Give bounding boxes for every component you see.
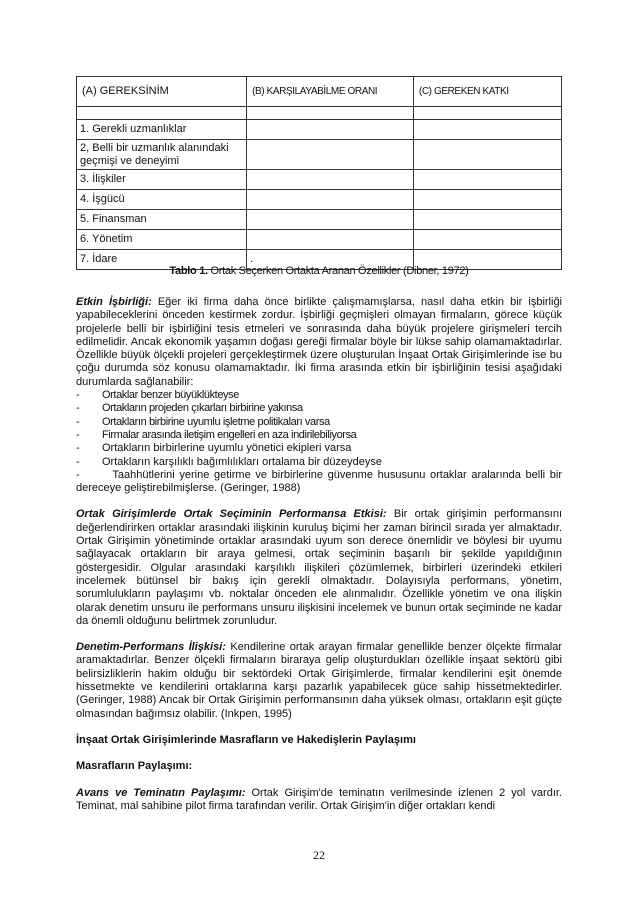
table-cell [413,107,561,120]
table-header-row [77,77,562,107]
bullet-text: Ortakların birbirlerine uyumlu yönetici ekipleri varsa [102,442,352,455]
bullet-dash: - [76,415,80,428]
caption-label: Tablo 1. [169,265,208,277]
table-row [77,107,562,120]
bullet-text: Taahhütlerini yerine getirme ve birbirlerine güvenme hususunu ortaklar aralarında belli bir dereceye geliştirebilmişlerse. (Geringer, 1988) [76,468,562,495]
paragraph-title: Etkin İşbirliği: [76,296,152,308]
table-cell [413,140,561,170]
page-number: 22 [313,848,325,862]
table-cell: 2, Belli bir uzmanlık alanındaki geçmişi ve deneyimi [77,140,247,170]
table-cell [247,210,414,230]
bullet-text: Firmalar arasında iletişim engelleri en aza indirilebiliyorsa [102,428,357,441]
bullet-text: Ortaklar benzer büyüklükteyse [102,389,239,402]
bullet-item [76,429,562,442]
bullet-item [76,402,562,415]
table-row [77,230,562,250]
paragraph-text: Bir ortak girişimin performansını değerlendirirken ortaklar arasındaki ilişkinin kuruluş biçimi her zaman birincil sırada yer almaktadır. Ortak Girişimin yönetiminde ortaklar arasındaki uyum son derece önemlidir ve böylesi bir uyumu sağlayacak ortakların bir araya gelmesi, ortak seçiminin başarılı bir şekilde yapıldığının göstergesidir. Olgular arasındaki karşılıklı ilişkileri çözümlemek, birbirleri üzerindeki etkileri incelemek bütünsel bir bakış için gerekli olmaktadır. Dolayısıyla performans, yönetim, sorumlulukların paylaşımı vb. noktalar önceden ele alınmalıdır. Özellikle yönetim ve ona ilişkin olarak denetim unsuru ile performans unsuru ilişkisini incelemek ve bunun ortak seçiminde ne kadar da önemli olduğunu belirtmek zorunludur. [76,508,562,627]
table-cell [413,190,561,210]
section-heading: İnşaat Ortak Girişimlerinde Masrafların ve Hakedişlerin Paylaşımı [76,733,416,746]
table-row [77,140,562,170]
paragraph-text: Ortak Girişim'de teminatın verilmesinde izlenen 2 yol vardır. Teminat, mal sahibine pilot firma tarafından verilir. Ortak Girişim'in diğer ortakları kendi [76,786,562,812]
paragraph-denetim-performans [76,641,562,721]
paragraph-text: Kendilerine ortak arayan firmalar genellikle benzer ölçekte firmalar aramaktadırlar. Benzer ölçekli firmaların biraraya gelip oluşturdukları özellikle inşaat sektörü gibi belirsizliklerin hakim olduğu bir sektördeki Ortak Girişimlerde, firmalar kendilerini eşit önemde hissetmekte ve kendilerini ortaklarına karşı pazarlık yapabilecek güce sahip hissetmektedirler. (Geringer, 1988) Ancak bir Ortak Girişimin performansının daha yüksek olması, ortakların eşit güçte olmasından bağımsız olabilir. (Inkpen, 1995) [76,641,562,720]
table-row [77,210,562,230]
bullet-dash: - [76,468,80,481]
table-cell: 6. Yönetim [77,230,247,250]
table-cell [247,170,414,190]
paragraph-etkin-isbirligi [76,296,562,389]
bullet-dash: - [76,428,80,441]
bullet-item [76,456,562,469]
table-cell: 7. İdare [77,250,247,270]
table-row [77,170,562,190]
header-coverage-ratio: (B) KARŞILAYABİLME ORANI [247,77,414,107]
table-cell [413,170,561,190]
bullet-text: Ortakların birbirine uyumlu işletme politikaları varsa [102,415,330,428]
table-row [77,120,562,140]
bullet-item-last [76,469,562,496]
table-cell: 5. Finansman [77,210,247,230]
table-cell [247,140,414,170]
bullet-dash: - [76,455,80,468]
table-cell: 4. İşgücü [77,190,247,210]
header-required-contribution: (C) GEREKEN KATKI [413,77,561,107]
table-cell [247,107,414,120]
bullet-item [76,416,562,429]
bullet-text: Ortakların projeden çıkarları birbirine yakınsa [102,402,303,415]
paragraph-avans-teminat [76,787,562,814]
table-cell [413,120,561,140]
table-cell [413,210,561,230]
table-cell [247,230,414,250]
table-cell [77,107,247,120]
paragraph-text: Eğer iki firma daha önce birlikte çalışmamışlarsa, nasıl daha etkin bir işbirliği yapabileceklerini önceden kestirmek zordur. İşbirliği geçmişleri olmayan firmaların, görece küçük projelerle belli bir işbirliğini tesis etmeleri ve sonrasında daha büyük projelere girişmeleri tercih edilmelidir. Ancak ekonomik yaşamın doğası gereği firmalar böyle bir lükse sahip olamamaktadırlar. Özellikle büyük ölçekli projeleri gerçekleştirmek üzere oluşturulan İnşaat Ortak Girişimlerinde ise bu çoğu durumda söz konusu olamamaktadır. İki firma arasında etkin bir işbirliğinin tesisi aşağıdaki durumlarda sağlanabilir: [76,296,563,388]
bullet-dash: - [76,389,80,402]
body-text [76,296,562,813]
table-cell: 3. İlişkiler [77,170,247,190]
paragraph-title: Avans ve Teminatın Paylaşımı: [76,786,246,799]
table-cell [413,230,561,250]
table-cell [247,120,414,140]
subsection-heading: Masrafların Paylaşımı: [76,760,193,773]
bullet-dash: - [76,442,80,455]
table-cell: 1. Gerekli uzmanlıklar [77,120,247,140]
bullet-item [76,389,562,402]
table-cell: . [247,250,414,270]
bullet-dash: - [76,402,80,415]
bullet-item [76,442,562,455]
table-caption [76,265,562,277]
bullet-text: Ortakların karşılıklı bağımlılıkları ortalama bir düzeydeyse [102,455,382,468]
header-requirement: (A) GEREKSİNİM [77,77,247,107]
table-row [77,190,562,210]
paragraph-title: Denetim-Performans İlişkisi: [76,641,226,654]
table-cell [247,190,414,210]
paragraph-ortak-secimi [76,508,562,628]
criteria-table [76,76,562,270]
caption-text: Ortak Seçerken Ortakta Aranan Özellikler (Dibner, 1972) [207,265,469,277]
paragraph-title: Ortak Girişimlerde Ortak Seçiminin Performansa Etkisi: [76,508,387,521]
